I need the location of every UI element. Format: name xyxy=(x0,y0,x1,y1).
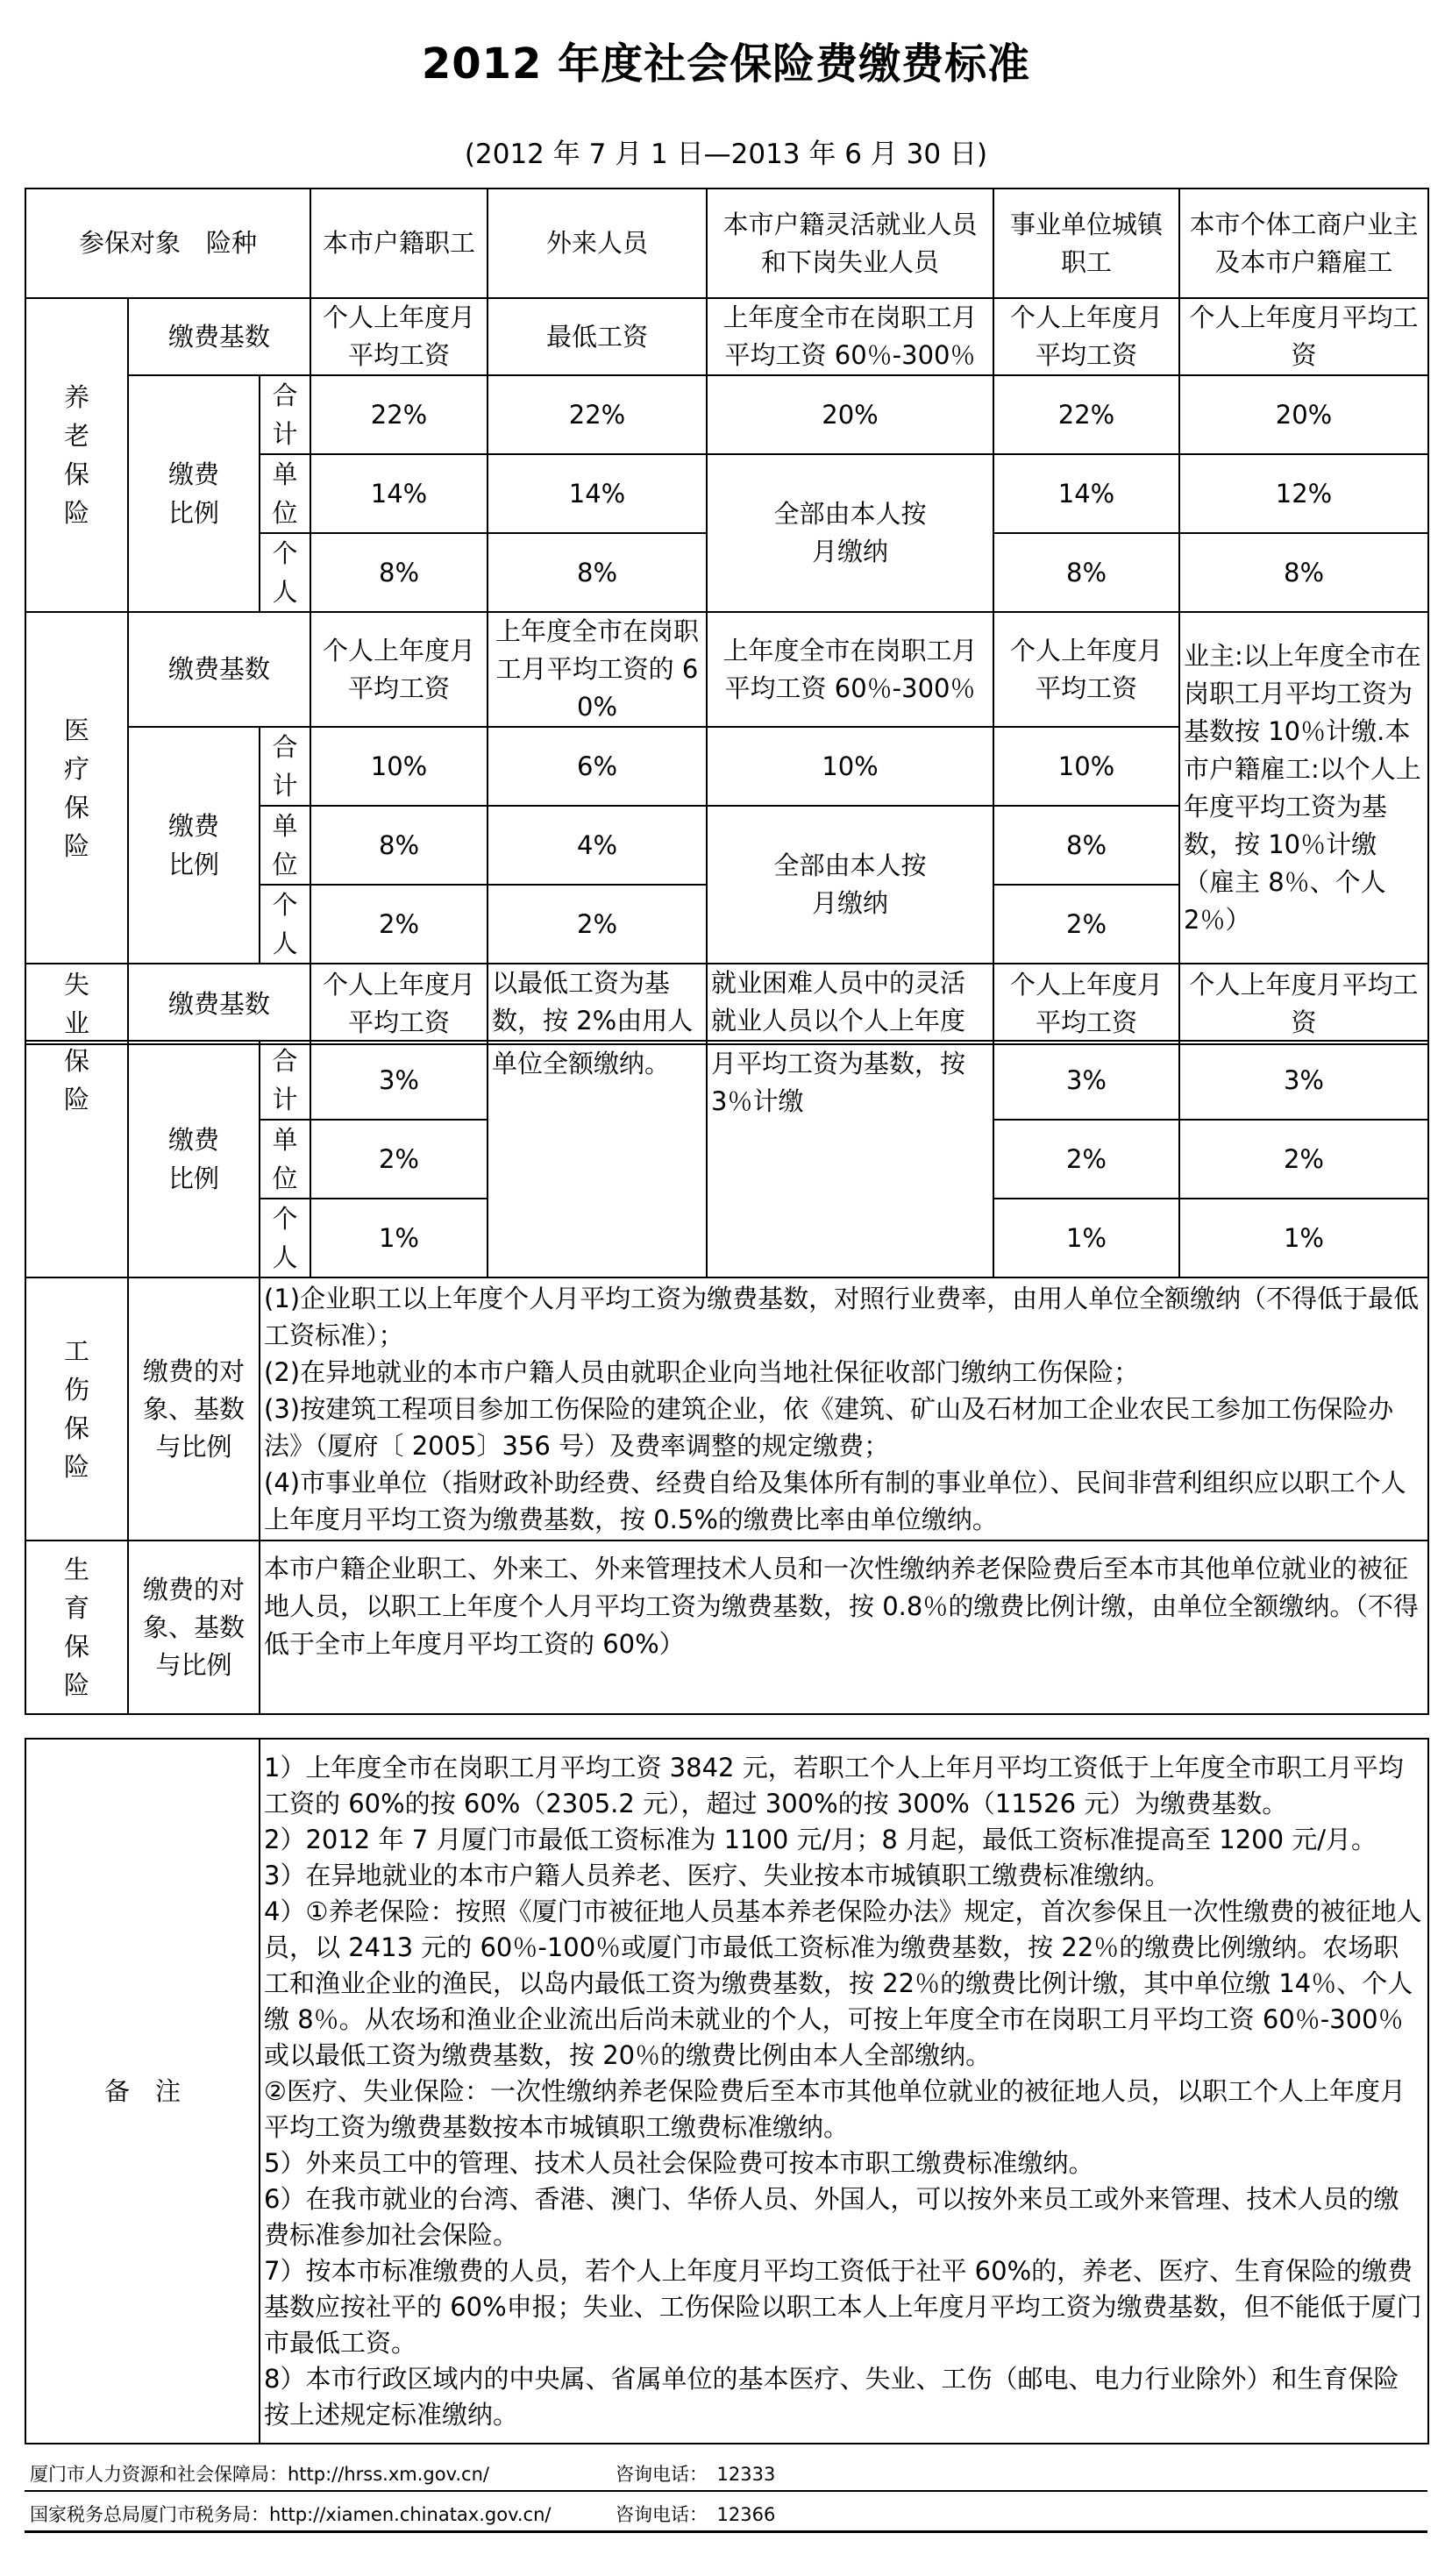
note-item: 3）在异地就业的本市户籍人员养老、医疗、失业按本市城镇职工缴费标准缴纳。 xyxy=(264,1860,1171,1890)
unemployment-unit-self: 2% xyxy=(1179,1120,1428,1199)
footer-org: 厦门市人力资源和社会保障局：http://hrss.xm.gov.cn/ xyxy=(30,2464,489,2485)
pension-unit-self: 12% xyxy=(1179,454,1428,533)
pension-sub-unit: 单位 xyxy=(260,454,310,533)
pension-unit-migrant: 14% xyxy=(488,454,707,533)
medical-ratio-label: 缴费比例 xyxy=(128,727,260,964)
header-corner: 参保对象 险种 xyxy=(25,189,310,298)
pension-base-migrant: 最低工资 xyxy=(488,298,707,375)
note-item: 5）外来员工中的管理、技术人员社会保险费可按本市职工缴费标准缴纳。 xyxy=(264,2147,1094,2178)
medical-base-migrant: 上年度全市在岗职工月平均工资的 60% xyxy=(488,612,707,727)
standards-table-part1 xyxy=(25,188,1429,1045)
page-subtitle: (2012 年 7 月 1 日—2013 年 6 月 30 日) xyxy=(464,139,988,170)
note-item: ②医疗、失业保险：一次性缴纳养老保险费后至本市其他单位就业的被征地人员，以职工个人上年度月平均工资为缴费基数按本市城镇职工缴费标准缴纳。 xyxy=(264,2075,1406,2142)
pension-base-local: 个人上年度月平均工资 xyxy=(310,298,488,375)
pension-base-institution: 个人上年度月平均工资 xyxy=(993,298,1179,375)
medical-sub-personal: 个人 xyxy=(260,885,310,964)
medical-label: 医疗保险 xyxy=(25,612,128,964)
unemployment-total-institution: 3% xyxy=(993,1041,1179,1120)
injury-text xyxy=(260,1277,1428,1541)
unemployment-ratio-label: 缴费比例 xyxy=(128,1041,260,1277)
unemployment-sub-unit: 单位 xyxy=(260,1120,310,1199)
header-col-migrant: 外来人员 xyxy=(488,189,707,298)
footer-phone: 咨询电话： 12366 xyxy=(616,2504,776,2525)
medical-base-label: 缴费基数 xyxy=(128,612,310,727)
medical-personal-migrant: 2% xyxy=(488,885,707,964)
header-col-self-employed: 本市个体工商户业主及本市户籍雇工 xyxy=(1179,189,1428,298)
unemployment-migrant-top: 以最低工资为基数，按 2%由用人 xyxy=(488,964,707,1044)
maternity-desc-label: 缴费的对象、基数与比例 xyxy=(128,1541,260,1714)
footer-line-tax xyxy=(30,2501,775,2527)
pension-personal-self: 8% xyxy=(1179,533,1428,612)
unemployment-label-bottom: 保险 xyxy=(25,1041,128,1277)
medical-personal-local: 2% xyxy=(310,885,488,964)
unemployment-flexible-bottom: 月平均工资为基数，按 3％计缴 xyxy=(707,1041,993,1277)
note-item: 7）按本市标准缴费的人员，若个人上年度月平均工资低于社平 60%的，养老、医疗、生育保险的缴费基数应按社平的 60%申报；失业、工伤保险以职工本人上年度月平均工资为缴费基数，但不能低于厦门市最低工资。 xyxy=(264,2255,1422,2358)
unemployment-migrant-bottom: 单位全额缴纳。 xyxy=(488,1041,707,1277)
header-col-flexible: 本市户籍灵活就业人员和下岗失业人员 xyxy=(707,189,993,298)
pension-total-local: 22% xyxy=(310,375,488,454)
medical-total-flexible: 10% xyxy=(707,727,993,806)
unemployment-sub-personal: 个人 xyxy=(260,1199,310,1277)
unemployment-unit-local: 2% xyxy=(310,1120,488,1199)
injury-line: (1)企业职工以上年度个人月平均工资为缴费基数，对照行业费率，由用人单位全额缴纳（不得低于最低工资标准）； xyxy=(264,1284,1420,1350)
medical-sub-unit: 单位 xyxy=(260,806,310,885)
pension-ratio-label: 缴费比例 xyxy=(128,375,260,612)
unemployment-base-label: 缴费基数 xyxy=(128,964,310,1044)
note-item: 2）2012 年 7 月厦门市最低工资标准为 1100 元/月；8 月起，最低工资标准提高至 1200 元/月。 xyxy=(264,1824,1377,1854)
unemployment-personal-self: 1% xyxy=(1179,1199,1428,1277)
note-item: 4）①养老保险：按照《厦门市被征地人员基本养老保险办法》规定，首次参保且一次性缴费的被征地人员，以 2413 元的 60％-100％或厦门市最低工资标准为缴费基数，按 22％的缴费比例缴纳。农场职工和渔业企业的渔民，以岛内最低工资为缴费基数，按 22％的缴费比例计缴，其中单位缴 14％、个人缴 8％。从农场和渔业企业流出后尚未就业的个人，可按上年度全市在岗职工月平均工资 60％-300％或以最低工资为缴费基数，按 20％的缴费比例由本人全部缴纳。 xyxy=(264,1896,1422,2070)
medical-base-local: 个人上年度月平均工资 xyxy=(310,612,488,727)
note-item: 6）在我市就业的台湾、香港、澳门、华侨人员、外国人，可以按外来员工或外来管理、技术人员的缴费标准参加社会保险。 xyxy=(264,2183,1399,2250)
notes-label: 备 注 xyxy=(25,1739,260,2444)
unemployment-total-self: 3% xyxy=(1179,1041,1428,1120)
pension-unit-local: 14% xyxy=(310,454,488,533)
medical-base-institution: 个人上年度月平均工资 xyxy=(993,612,1179,727)
pension-total-institution: 22% xyxy=(993,375,1179,454)
footer-bottom-rule xyxy=(25,2530,1427,2533)
pension-personal-migrant: 8% xyxy=(488,533,707,612)
injury-label: 工伤保险 xyxy=(25,1277,128,1541)
notes-text xyxy=(260,1739,1428,2444)
medical-self-employed-note: 业主:以上年度全市在岗职工月平均工资为基数按 10％计缴.本市户籍雇工:以个人上年度平均工资为基数，按 10％计缴（雇主 8％、个人 2％） xyxy=(1179,612,1428,964)
maternity-label: 生育保险 xyxy=(25,1541,128,1714)
pension-total-migrant: 22% xyxy=(488,375,707,454)
medical-flexible-note: 全部由本人按月缴纳 xyxy=(707,806,993,964)
pension-base-label: 缴费基数 xyxy=(128,298,310,375)
footer-divider xyxy=(25,2490,1427,2492)
unemployment-personal-local: 1% xyxy=(310,1199,488,1277)
medical-unit-migrant: 4% xyxy=(488,806,707,885)
unemployment-unit-institution: 2% xyxy=(993,1120,1179,1199)
pension-label: 养老保险 xyxy=(25,298,128,612)
medical-total-migrant: 6% xyxy=(488,727,707,806)
notes-table xyxy=(25,1738,1429,2444)
medical-unit-local: 8% xyxy=(310,806,488,885)
unemployment-flexible-top: 就业困难人员中的灵活就业人员以个人上年度 xyxy=(707,964,993,1044)
unemployment-base-self: 个人上年度月平均工资 xyxy=(1179,964,1428,1044)
unemployment-base-institution: 个人上年度月平均工资 xyxy=(993,964,1179,1044)
pension-sub-personal: 个人 xyxy=(260,533,310,612)
standards-table-part2 xyxy=(25,1040,1429,1715)
note-item: 8）本市行政区域内的中央属、省属单位的基本医疗、失业、工伤（邮电、电力行业除外）和生育保险按上述规定标准缴纳。 xyxy=(264,2363,1399,2430)
medical-total-institution: 10% xyxy=(993,727,1179,806)
maternity-text: 本市户籍企业职工、外来工、外来管理技术人员和一次性缴纳养老保险费后至本市其他单位就业的被征地人员，以职工上年度个人月平均工资为缴费基数，按 0.8％的缴费比例计缴，由单位全额缴纳。（不得低于全市上年度月平均工资的 60%） xyxy=(260,1541,1428,1714)
footer-phone: 咨询电话： 12333 xyxy=(616,2464,776,2485)
note-item: 1）上年度全市在岗职工月平均工资 3842 元，若职工个人上年月平均工资低于上年度全市职工月平均工资的 60%的按 60%（2305.2 元），超过 300%的按 300%（11526 元）为缴费基数。 xyxy=(264,1752,1404,1818)
pension-personal-local: 8% xyxy=(310,533,488,612)
pension-base-self: 个人上年度月平均工资 xyxy=(1179,298,1428,375)
page-title: 2012 年度社会保险费缴费标准 xyxy=(421,39,1031,89)
pension-total-flexible: 20% xyxy=(707,375,993,454)
unemployment-sub-total: 合计 xyxy=(260,1041,310,1120)
injury-line: (4)市事业单位（指财政补助经费、经费自给及集体所有制的事业单位）、民间非营利组织应以职工个人上年度月平均工资为缴费基数，按 0.5%的缴费比率由单位缴纳。 xyxy=(264,1468,1406,1534)
footer-line-hrss xyxy=(30,2460,775,2487)
pension-base-flexible: 上年度全市在岗职工月平均工资 60％-300％ xyxy=(707,298,993,375)
pension-personal-institution: 8% xyxy=(993,533,1179,612)
medical-personal-institution: 2% xyxy=(993,885,1179,964)
pension-flexible-note: 全部由本人按月缴纳 xyxy=(707,454,993,612)
header-col-local: 本市户籍职工 xyxy=(310,189,488,298)
header-col-institution: 事业单位城镇职工 xyxy=(993,189,1179,298)
medical-total-local: 10% xyxy=(310,727,488,806)
pension-sub-total: 合计 xyxy=(260,375,310,454)
medical-unit-institution: 8% xyxy=(993,806,1179,885)
unemployment-label-top: 失业 xyxy=(25,964,128,1044)
unemployment-personal-institution: 1% xyxy=(993,1199,1179,1277)
pension-unit-institution: 14% xyxy=(993,454,1179,533)
medical-sub-total: 合计 xyxy=(260,727,310,806)
injury-line: (2)在异地就业的本市户籍人员由就职企业向当地社保征收部门缴纳工伤保险； xyxy=(264,1357,1140,1387)
footer-org: 国家税务总局厦门市税务局：http://xiamen.chinatax.gov.cn/ xyxy=(30,2504,552,2525)
pension-total-self: 20% xyxy=(1179,375,1428,454)
unemployment-total-local: 3% xyxy=(310,1041,488,1120)
medical-base-flexible: 上年度全市在岗职工月平均工资 60％-300％ xyxy=(707,612,993,727)
injury-line: (3)按建筑工程项目参加工伤保险的建筑企业，依《建筑、矿山及石材加工企业农民工参加工伤保险办法》（厦府〔 2005〕356 号）及费率调整的规定缴费； xyxy=(264,1394,1394,1461)
unemployment-base-local: 个人上年度月平均工资 xyxy=(310,964,488,1044)
injury-desc-label: 缴费的对象、基数与比例 xyxy=(128,1277,260,1541)
